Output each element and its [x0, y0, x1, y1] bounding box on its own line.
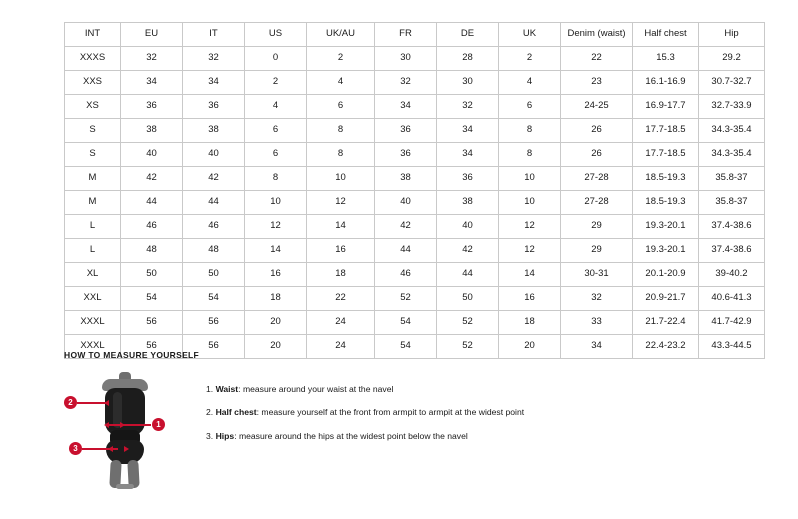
cell-half-chest: 20.9-21.7	[633, 287, 699, 311]
cell-us: 2	[245, 71, 307, 95]
cell-it: 48	[183, 239, 245, 263]
cell-de: 44	[437, 263, 499, 287]
cell-fr: 36	[375, 143, 437, 167]
table-row	[65, 191, 765, 215]
table-row	[65, 71, 765, 95]
cell-half-chest: 18.5-19.3	[633, 191, 699, 215]
cell-denim: 23	[561, 71, 633, 95]
cell-half-chest: 19.3-20.1	[633, 215, 699, 239]
cell-hip: 32.7-33.9	[699, 95, 765, 119]
table-row	[65, 239, 765, 263]
cell-uk: 12	[499, 215, 561, 239]
cell-uk: 10	[499, 167, 561, 191]
cell-half-chest: 16.9-17.7	[633, 95, 699, 119]
cell-denim: 29	[561, 215, 633, 239]
cell-ukau: 2	[307, 47, 375, 71]
cell-hip: 34.3-35.4	[699, 143, 765, 167]
cell-denim: 26	[561, 119, 633, 143]
waist-arrow-head-left-icon	[104, 422, 109, 428]
table-row	[65, 47, 765, 71]
cell-hip: 37.4-38.6	[699, 215, 765, 239]
cell-de: 34	[437, 119, 499, 143]
cell-hip: 35.8-37	[699, 167, 765, 191]
table-row	[65, 287, 765, 311]
table-row	[65, 95, 765, 119]
cell-int: XXXL	[65, 335, 121, 359]
cell-hip: 41.7-42.9	[699, 311, 765, 335]
instruction-number: 3.	[206, 430, 214, 441]
cell-half-chest: 18.5-19.3	[633, 167, 699, 191]
cell-denim: 27-28	[561, 191, 633, 215]
cell-eu: 48	[121, 239, 183, 263]
cell-fr: 54	[375, 311, 437, 335]
cell-int: XXXS	[65, 47, 121, 71]
column-header-eu: EU	[121, 23, 183, 47]
cell-ukau: 8	[307, 143, 375, 167]
column-header-it: IT	[183, 23, 245, 47]
cell-us: 12	[245, 215, 307, 239]
mannequin-stand	[116, 484, 134, 489]
cell-it: 56	[183, 335, 245, 359]
cell-ukau: 16	[307, 239, 375, 263]
cell-half-chest: 16.1-16.9	[633, 71, 699, 95]
cell-de: 52	[437, 335, 499, 359]
cell-ukau: 10	[307, 167, 375, 191]
half-chest-arrow-head-icon	[104, 400, 109, 406]
cell-fr: 42	[375, 215, 437, 239]
how-to-measure-body	[64, 370, 744, 490]
cell-uk: 12	[499, 239, 561, 263]
table-row	[65, 311, 765, 335]
cell-it: 50	[183, 263, 245, 287]
column-header-de: DE	[437, 23, 499, 47]
size-chart-table	[64, 22, 765, 359]
cell-ukau: 24	[307, 311, 375, 335]
cell-int: S	[65, 119, 121, 143]
cell-de: 38	[437, 191, 499, 215]
cell-eu: 44	[121, 191, 183, 215]
cell-uk: 4	[499, 71, 561, 95]
cell-ukau: 14	[307, 215, 375, 239]
marker-badge-3: 3	[69, 442, 82, 455]
cell-de: 52	[437, 311, 499, 335]
cell-hip: 29.2	[699, 47, 765, 71]
column-header-fr: FR	[375, 23, 437, 47]
column-header-denim-waist: Denim (waist)	[561, 23, 633, 47]
cell-fr: 46	[375, 263, 437, 287]
instruction-term: Hips	[215, 430, 235, 441]
cell-half-chest: 15.3	[633, 47, 699, 71]
cell-eu: 38	[121, 119, 183, 143]
waist-measure-line	[107, 424, 151, 426]
cell-eu: 56	[121, 311, 183, 335]
cell-eu: 40	[121, 143, 183, 167]
cell-it: 40	[183, 143, 245, 167]
cell-us: 20	[245, 335, 307, 359]
cell-uk: 20	[499, 335, 561, 359]
column-header-half-chest: Half chest	[633, 23, 699, 47]
size-chart-table-container	[64, 22, 752, 359]
cell-eu: 54	[121, 287, 183, 311]
marker-badge-1: 1	[152, 418, 165, 431]
cell-uk: 2	[499, 47, 561, 71]
cell-int: M	[65, 191, 121, 215]
half-chest-measure-line	[77, 402, 107, 404]
measure-instruction-waist	[206, 384, 524, 394]
cell-us: 16	[245, 263, 307, 287]
cell-uk: 8	[499, 119, 561, 143]
cell-hip: 34.3-35.4	[699, 119, 765, 143]
cell-denim: 34	[561, 335, 633, 359]
cell-int: L	[65, 215, 121, 239]
cell-half-chest: 21.7-22.4	[633, 311, 699, 335]
column-header-us: US	[245, 23, 307, 47]
cell-fr: 32	[375, 71, 437, 95]
cell-fr: 38	[375, 167, 437, 191]
instruction-text: : measure around your waist at the navel	[238, 384, 394, 394]
cell-hip: 40.6-41.3	[699, 287, 765, 311]
hip-arrow-head-right-icon	[124, 446, 129, 452]
cell-denim: 24-25	[561, 95, 633, 119]
cell-de: 40	[437, 215, 499, 239]
instruction-term: Half chest	[215, 407, 257, 418]
cell-uk: 6	[499, 95, 561, 119]
how-to-measure-title: HOW TO MEASURE YOURSELF	[64, 350, 200, 360]
cell-fr: 30	[375, 47, 437, 71]
cell-eu: 42	[121, 167, 183, 191]
cell-ukau: 12	[307, 191, 375, 215]
cell-de: 28	[437, 47, 499, 71]
cell-uk: 10	[499, 191, 561, 215]
cell-it: 46	[183, 215, 245, 239]
cell-hip: 35.8-37	[699, 191, 765, 215]
cell-fr: 34	[375, 95, 437, 119]
cell-half-chest: 17.7-18.5	[633, 143, 699, 167]
cell-it: 36	[183, 95, 245, 119]
cell-ukau: 24	[307, 335, 375, 359]
waist-arrow-head-right-icon	[120, 422, 125, 428]
cell-uk: 18	[499, 311, 561, 335]
cell-denim: 27-28	[561, 167, 633, 191]
measure-instruction-hips	[206, 431, 524, 441]
instruction-number: 1.	[206, 384, 214, 394]
cell-denim: 33	[561, 311, 633, 335]
cell-denim: 29	[561, 239, 633, 263]
cell-int: S	[65, 143, 121, 167]
cell-fr: 44	[375, 239, 437, 263]
cell-de: 34	[437, 143, 499, 167]
column-header-ukau: UK/AU	[307, 23, 375, 47]
cell-int: XL	[65, 263, 121, 287]
measurement-diagram	[64, 370, 184, 490]
cell-denim: 32	[561, 287, 633, 311]
cell-us: 0	[245, 47, 307, 71]
cell-ukau: 8	[307, 119, 375, 143]
cell-de: 50	[437, 287, 499, 311]
cell-eu: 50	[121, 263, 183, 287]
cell-de: 30	[437, 71, 499, 95]
instruction-term: Waist	[215, 384, 239, 394]
cell-int: XXL	[65, 287, 121, 311]
cell-denim: 30-31	[561, 263, 633, 287]
mannequin-torso	[105, 388, 145, 436]
instruction-text: : measure around the hips at the widest point below the navel	[234, 430, 468, 441]
table-row	[65, 263, 765, 287]
cell-us: 8	[245, 167, 307, 191]
cell-eu: 34	[121, 71, 183, 95]
cell-int: L	[65, 239, 121, 263]
cell-hip: 30.7-32.7	[699, 71, 765, 95]
cell-it: 34	[183, 71, 245, 95]
cell-uk: 14	[499, 263, 561, 287]
table-row	[65, 167, 765, 191]
cell-us: 4	[245, 95, 307, 119]
cell-eu: 32	[121, 47, 183, 71]
cell-us: 18	[245, 287, 307, 311]
cell-half-chest: 20.1-20.9	[633, 263, 699, 287]
cell-it: 56	[183, 311, 245, 335]
cell-fr: 40	[375, 191, 437, 215]
cell-ukau: 22	[307, 287, 375, 311]
cell-eu: 56	[121, 335, 183, 359]
cell-it: 42	[183, 167, 245, 191]
cell-int: M	[65, 167, 121, 191]
measure-instruction-half-chest	[206, 407, 524, 417]
cell-it: 44	[183, 191, 245, 215]
cell-uk: 8	[499, 143, 561, 167]
cell-int: XXS	[65, 71, 121, 95]
how-to-measure-section	[64, 350, 744, 490]
cell-de: 32	[437, 95, 499, 119]
cell-it: 32	[183, 47, 245, 71]
cell-denim: 26	[561, 143, 633, 167]
cell-fr: 52	[375, 287, 437, 311]
cell-hip: 39-40.2	[699, 263, 765, 287]
cell-ukau: 18	[307, 263, 375, 287]
marker-badge-2: 2	[64, 396, 77, 409]
cell-eu: 36	[121, 95, 183, 119]
cell-us: 6	[245, 143, 307, 167]
cell-fr: 36	[375, 119, 437, 143]
table-row	[65, 215, 765, 239]
cell-de: 42	[437, 239, 499, 263]
cell-half-chest: 19.3-20.1	[633, 239, 699, 263]
cell-us: 20	[245, 311, 307, 335]
cell-ukau: 6	[307, 95, 375, 119]
cell-us: 14	[245, 239, 307, 263]
cell-half-chest: 22.4-23.2	[633, 335, 699, 359]
cell-hip: 37.4-38.6	[699, 239, 765, 263]
cell-eu: 46	[121, 215, 183, 239]
table-row	[65, 119, 765, 143]
table-header-row	[65, 23, 765, 47]
cell-denim: 22	[561, 47, 633, 71]
cell-ukau: 4	[307, 71, 375, 95]
cell-uk: 16	[499, 287, 561, 311]
mannequin-figure-icon	[94, 372, 156, 490]
cell-it: 38	[183, 119, 245, 143]
hip-arrow-head-left-icon	[108, 446, 113, 452]
column-header-uk: UK	[499, 23, 561, 47]
table-row	[65, 143, 765, 167]
cell-us: 6	[245, 119, 307, 143]
cell-it: 54	[183, 287, 245, 311]
cell-fr: 54	[375, 335, 437, 359]
column-header-hip: Hip	[699, 23, 765, 47]
instruction-text: : measure yourself at the front from armpit to armpit at the widest point	[256, 407, 525, 418]
cell-half-chest: 17.7-18.5	[633, 119, 699, 143]
cell-int: XXXL	[65, 311, 121, 335]
measure-instructions-list	[206, 370, 524, 454]
cell-us: 10	[245, 191, 307, 215]
cell-int: XS	[65, 95, 121, 119]
cell-hip: 43.3-44.5	[699, 335, 765, 359]
cell-de: 36	[437, 167, 499, 191]
instruction-number: 2.	[206, 407, 214, 418]
column-header-int: INT	[65, 23, 121, 47]
